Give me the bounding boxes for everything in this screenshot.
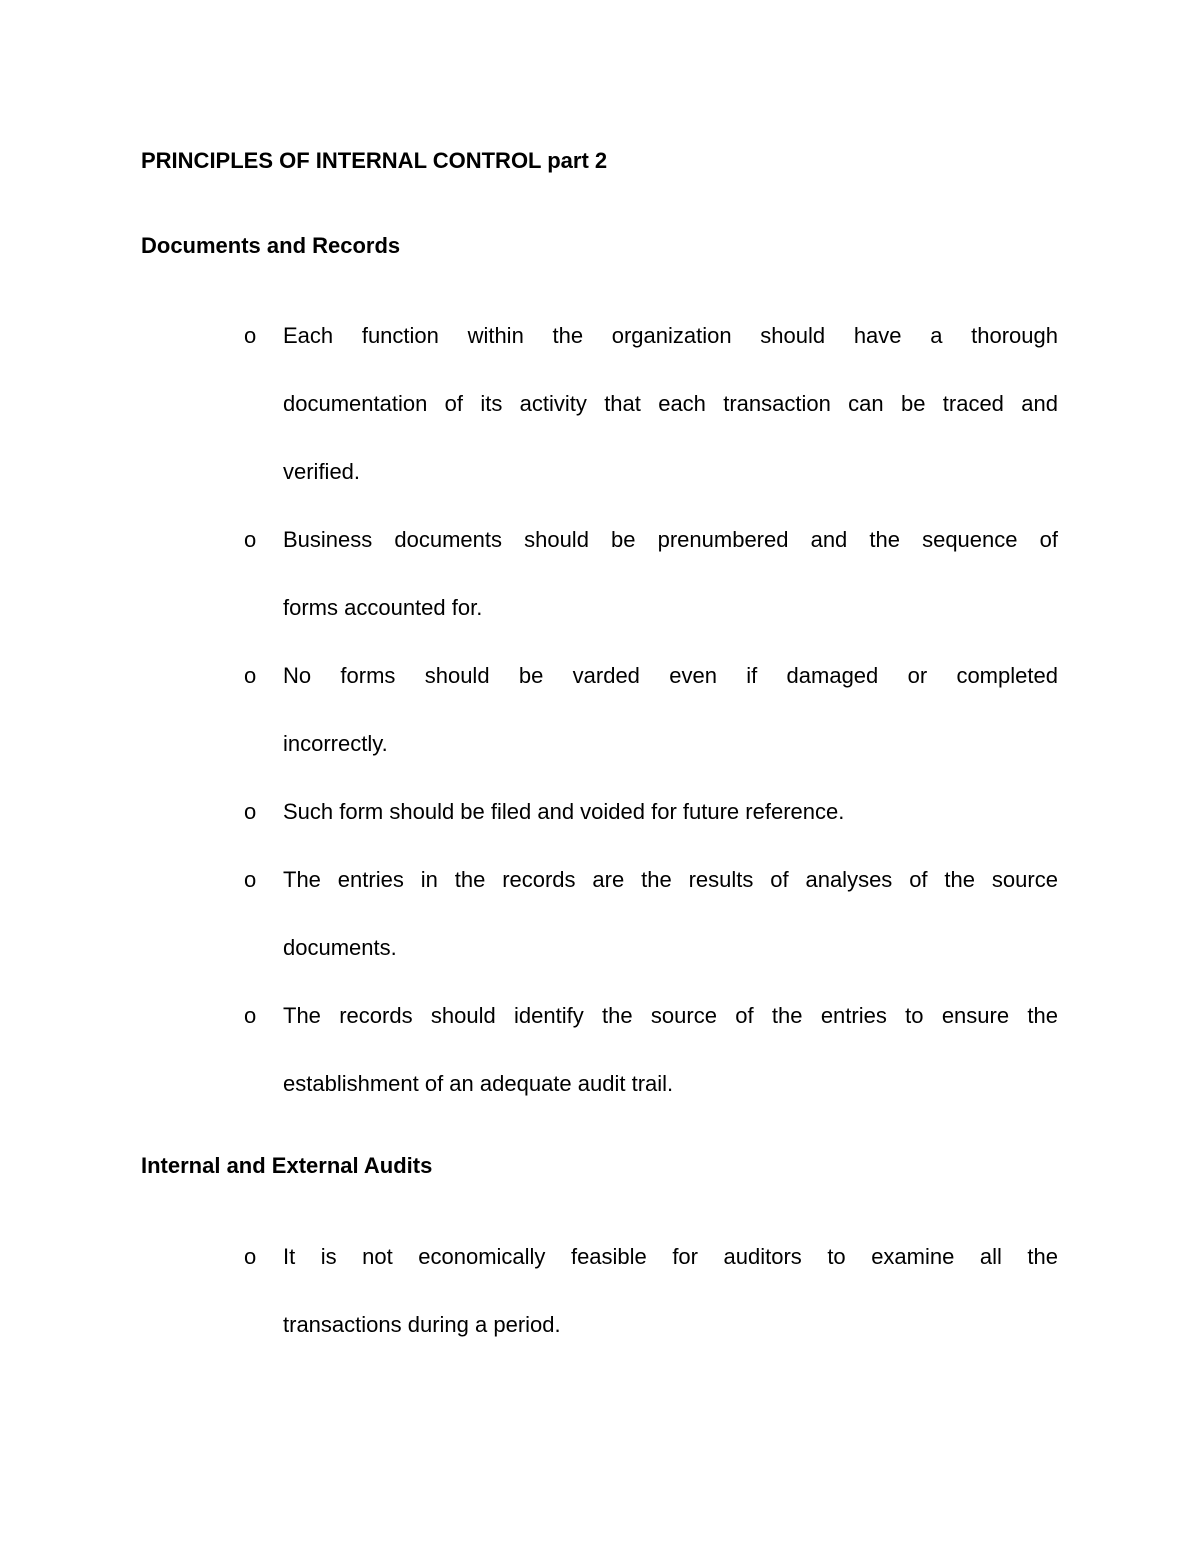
line-justified (283, 1239, 1058, 1307)
internal-and-external-audits-list (244, 1239, 1058, 1375)
word: not (362, 1244, 393, 1269)
line-justified (283, 522, 1058, 590)
word: The (283, 1003, 321, 1028)
word: forms (340, 663, 396, 688)
bullet-marker: o (244, 1003, 257, 1028)
word: No (283, 663, 312, 688)
line-text: documents. (283, 935, 397, 960)
word: source (650, 1003, 717, 1028)
word: and (810, 527, 848, 552)
word: is (320, 1244, 337, 1269)
word: thorough (971, 323, 1058, 348)
word: should (430, 1003, 496, 1028)
word: for (672, 1244, 698, 1269)
word: documentation (283, 391, 428, 416)
word: analyses (805, 867, 893, 892)
word: in (420, 867, 438, 892)
bullet-marker: o (244, 663, 257, 688)
word: if (746, 663, 758, 688)
word: of (444, 391, 463, 416)
bullet-marker: o (244, 323, 257, 348)
word: the (944, 867, 976, 892)
word: the (1027, 1244, 1058, 1269)
word: completed (956, 663, 1058, 688)
line-justified (283, 318, 1058, 386)
word: to (827, 1244, 846, 1269)
word: records (339, 1003, 413, 1028)
word: are (592, 867, 625, 892)
word: Each (283, 323, 334, 348)
word: the (454, 867, 486, 892)
list-item (244, 794, 1058, 862)
line-text: establishment of an adequate audit trail. (283, 1071, 674, 1096)
word: function (361, 323, 439, 348)
word: auditors (723, 1244, 802, 1269)
word: the (552, 323, 584, 348)
word: should (524, 527, 589, 552)
word: be (611, 527, 636, 552)
word: even (669, 663, 717, 688)
line-justified (283, 658, 1058, 726)
bullet-marker: o (244, 1244, 257, 1269)
word: the (641, 867, 672, 892)
word: It (283, 1244, 296, 1269)
word: of (735, 1003, 754, 1028)
word: damaged (786, 663, 879, 688)
word: activity (519, 391, 587, 416)
word: entries (337, 867, 404, 892)
word: feasible (570, 1244, 647, 1269)
word: The (283, 867, 321, 892)
bullet-marker: o (244, 867, 257, 892)
word: prenumbered (657, 527, 789, 552)
documents-and-records-list (244, 318, 1058, 1134)
list-item (244, 998, 1058, 1134)
document-title: PRINCIPLES OF INTERNAL CONTROL part 2 (141, 148, 608, 173)
bullet-marker: o (244, 527, 257, 552)
word: sequence (922, 527, 1018, 552)
word: entries (820, 1003, 887, 1028)
list-item (244, 1239, 1058, 1375)
word: identify (514, 1003, 584, 1028)
word: its (480, 391, 503, 416)
word: source (991, 867, 1058, 892)
bullet-marker: o (244, 799, 257, 824)
word: results (688, 867, 754, 892)
word: the (771, 1003, 803, 1028)
word: the (602, 1003, 633, 1028)
word: all (979, 1244, 1002, 1269)
word: be (900, 391, 926, 416)
word: that (604, 391, 641, 416)
word: records (502, 867, 576, 892)
line-justified (283, 862, 1058, 930)
word: should (760, 323, 826, 348)
word: to (905, 1003, 924, 1028)
word: be (518, 663, 544, 688)
word: a (930, 323, 943, 348)
section-heading-documents-and-records: Documents and Records (141, 233, 401, 258)
word: documents (394, 527, 502, 552)
word: each (658, 391, 706, 416)
list-item (244, 862, 1058, 998)
section-heading-internal-and-external-audits: Internal and External Audits (141, 1153, 433, 1178)
line-justified (283, 998, 1058, 1066)
line-text: Such form should be filed and voided for future reference. (283, 799, 845, 824)
word: the (869, 527, 900, 552)
word: examine (871, 1244, 955, 1269)
list-item (244, 522, 1058, 658)
line-text: incorrectly. (283, 731, 388, 756)
word: organization (611, 323, 732, 348)
word: can (848, 391, 884, 416)
word: have (853, 323, 902, 348)
list-item (244, 658, 1058, 794)
word: economically (418, 1244, 546, 1269)
word: of (1039, 527, 1058, 552)
word: Business (283, 527, 373, 552)
word: within (467, 323, 524, 348)
word: of (909, 867, 928, 892)
line-text: transactions during a period. (283, 1312, 561, 1337)
word: transaction (723, 391, 831, 416)
line-text: forms accounted for. (283, 595, 483, 620)
word: of (770, 867, 789, 892)
line-justified (283, 386, 1058, 454)
line-text: verified. (283, 459, 361, 484)
list-item (244, 318, 1058, 522)
word: and (1021, 391, 1058, 416)
word: should (424, 663, 490, 688)
word: varded (572, 663, 640, 688)
word: ensure (941, 1003, 1010, 1028)
word: or (907, 663, 928, 688)
word: the (1027, 1003, 1058, 1028)
word: traced (942, 391, 1004, 416)
